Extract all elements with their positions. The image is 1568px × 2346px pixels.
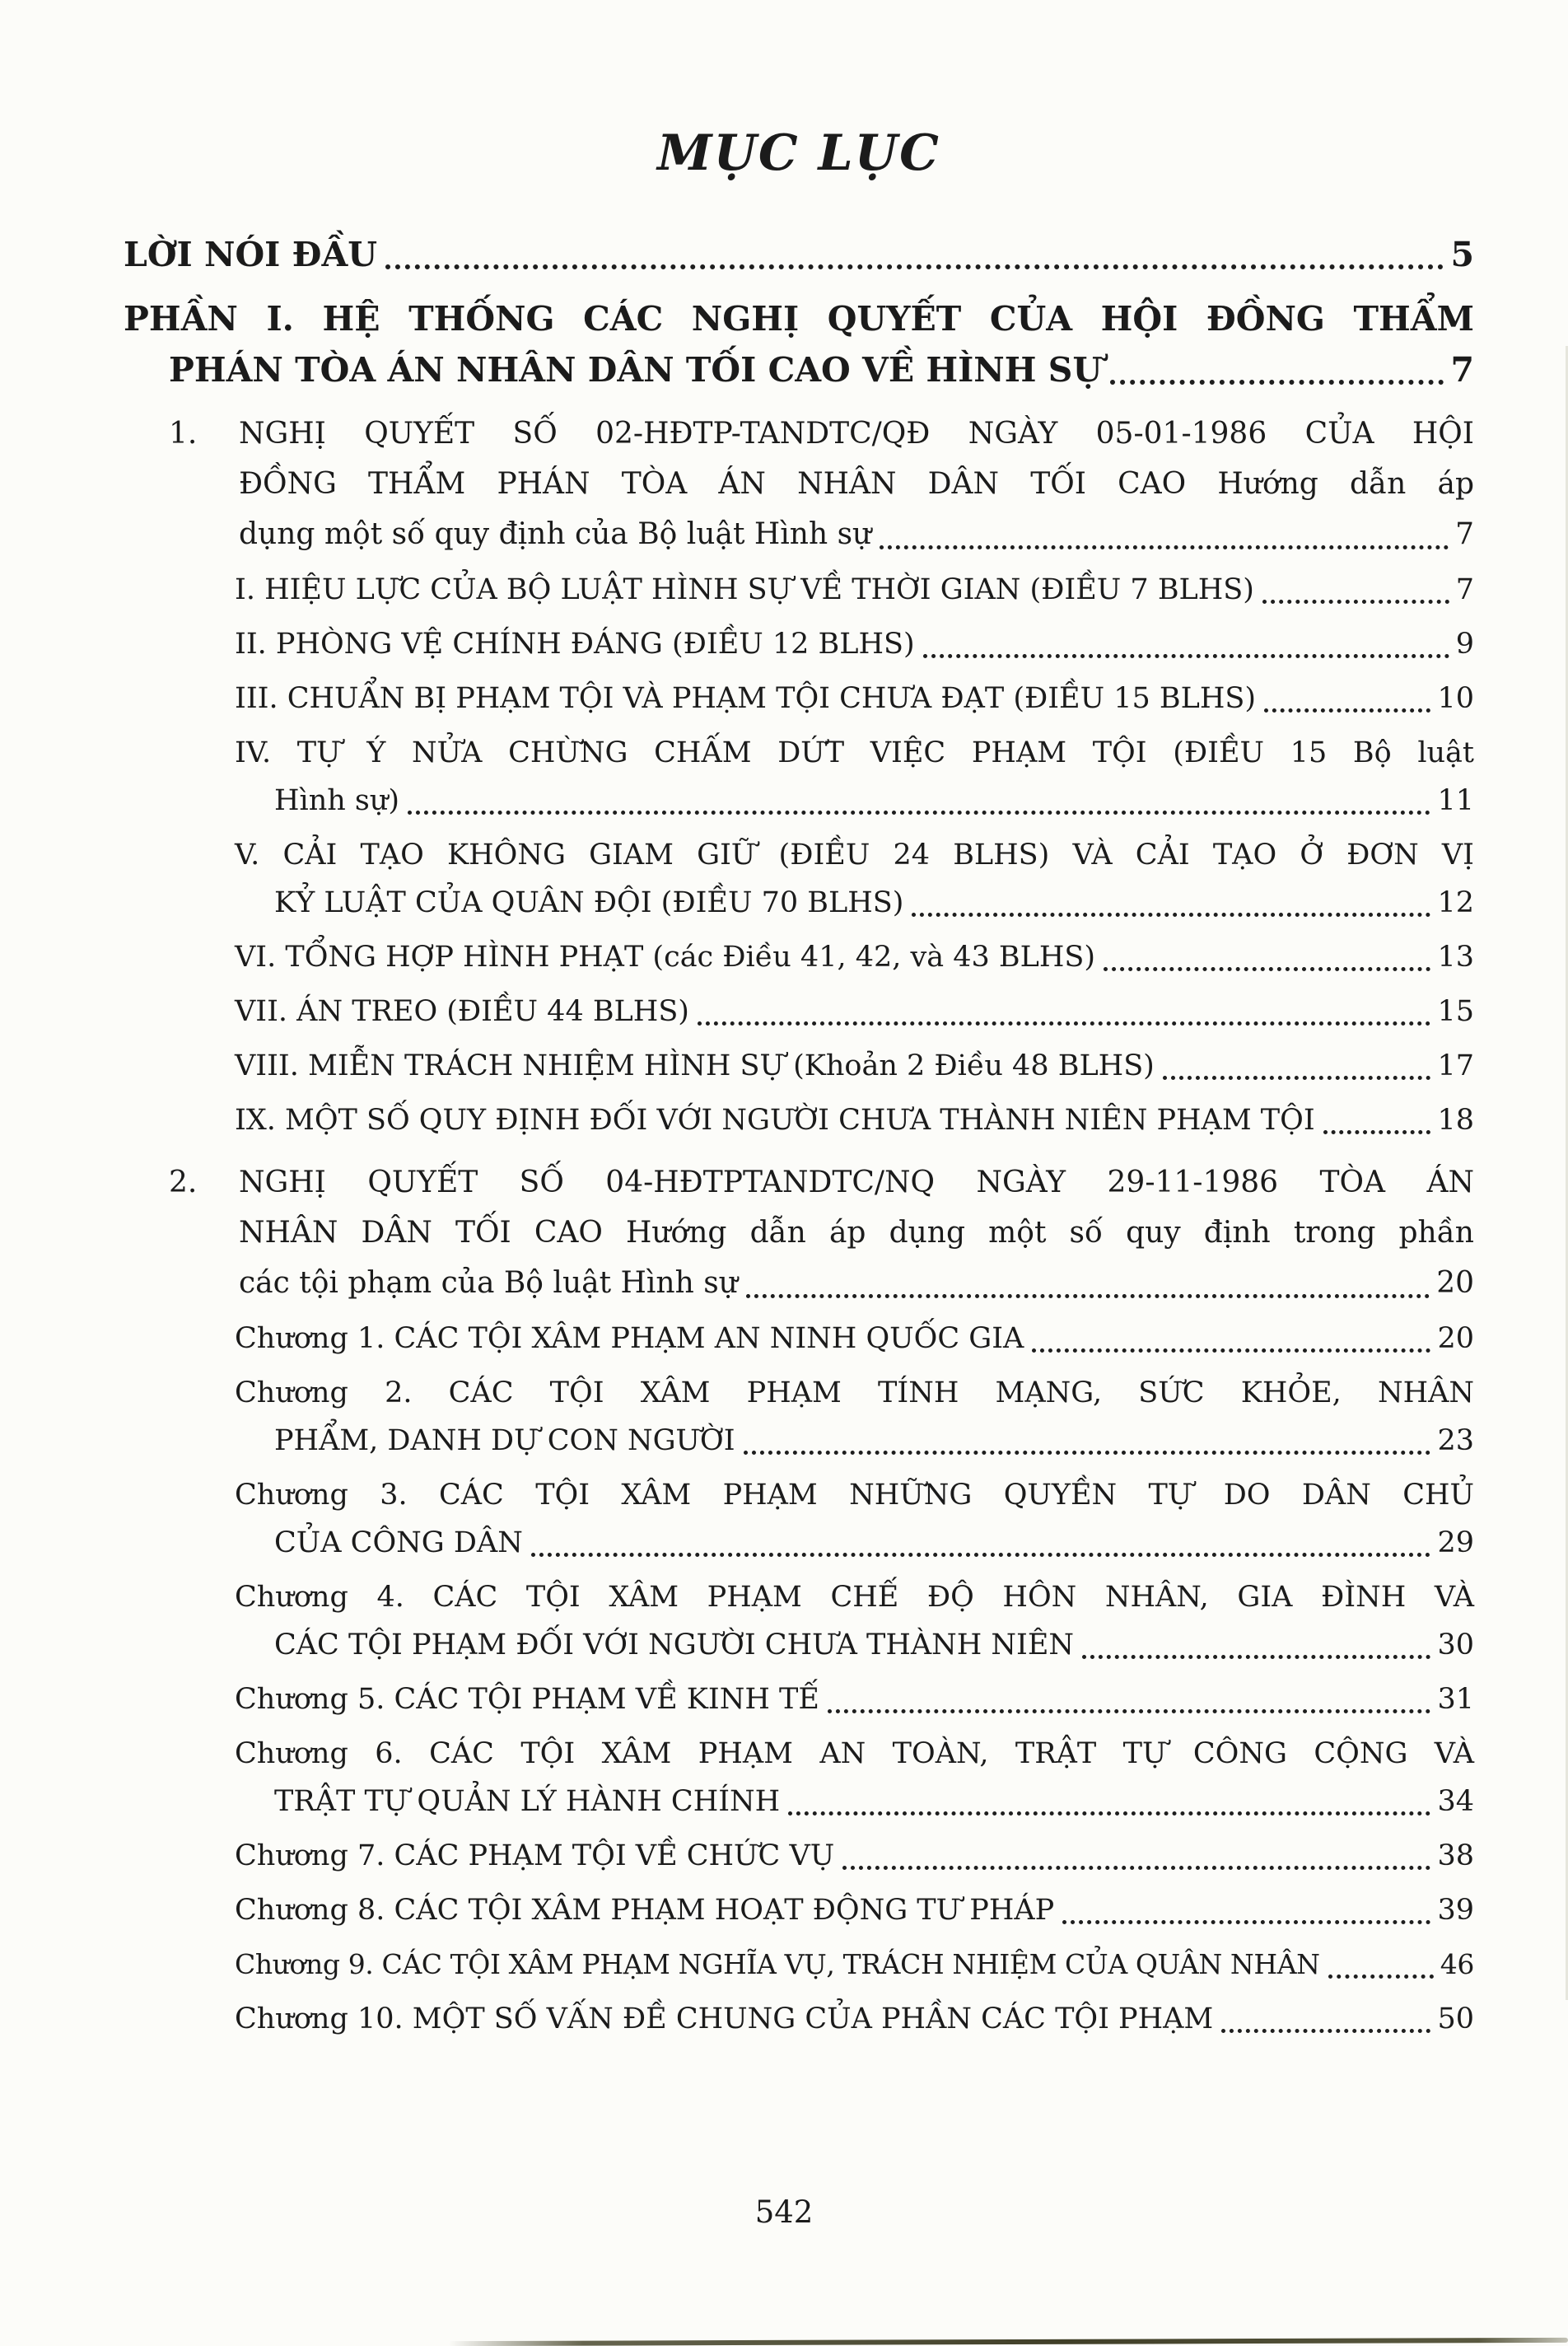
entry-page-number: 34 xyxy=(1437,1785,1474,1818)
scan-edge-line xyxy=(449,2338,1568,2346)
entry-page-number: 29 xyxy=(1437,1526,1474,1559)
entry-line: PHẦN I. HỆ THỐNG CÁC NGHỊ QUYẾT CỦA HỘI ĐỒNG THẨM xyxy=(124,299,1474,339)
entry-line: Chương 10. MỘT SỐ VẤN ĐỀ CHUNG CỦA PHẦN CÁC TỘI PHẠM xyxy=(235,2003,1214,2035)
entry-line: II. PHÒNG VỆ CHÍNH ĐÁNG (ĐIỀU 12 BLHS) xyxy=(235,628,915,661)
toc-entry-chuong-7 xyxy=(235,1832,1474,1880)
toc-entry-nghi-quyet-04 xyxy=(169,1157,1474,1308)
toc-entry-chuong-1 xyxy=(235,1315,1474,1362)
entry-line: VII. ÁN TREO (ĐIỀU 44 BLHS) xyxy=(235,995,689,1028)
entry-line: Chương 8. CÁC TỘI XÂM PHẠM HOẠT ĐỘNG TƯ PHÁP xyxy=(235,1894,1055,1927)
toc-entry-chuong-6 xyxy=(235,1730,1474,1825)
entry-page-number: 9 xyxy=(1455,628,1474,661)
toc-entry-chuong-5 xyxy=(235,1675,1474,1723)
entry-line: CỦA CÔNG DÂN xyxy=(274,1526,523,1559)
toc-entry-muc-vi xyxy=(235,933,1474,981)
entry-line: CÁC TỘI PHẠM ĐỐI VỚI NGƯỜI CHƯA THÀNH NIÊN xyxy=(274,1629,1075,1661)
dot-leader xyxy=(1163,1076,1431,1080)
entry-number: 2. xyxy=(169,1166,198,1199)
dot-leader xyxy=(1328,1974,1434,1979)
entry-page-number: 17 xyxy=(1437,1049,1474,1082)
entry-line: III. CHUẨN BỊ PHẠM TỘI VÀ PHẠM TỘI CHƯA ĐẠT (ĐIỀU 15 BLHS) xyxy=(235,682,1257,715)
footer-page-number: 542 xyxy=(754,2194,814,2230)
entry-line: VIII. MIỄN TRÁCH NHIỆM HÌNH SỰ (Khoản 2 Điều 48 BLHS) xyxy=(235,1049,1155,1082)
entry-line: IX. MỘT SỐ QUY ĐỊNH ĐỐI VỚI NGƯỜI CHƯA THÀNH NIÊN PHẠM TỘI xyxy=(235,1104,1315,1137)
entry-line: các tội phạm của Bộ luật Hình sự xyxy=(239,1266,738,1300)
entry-number: 1. xyxy=(169,417,198,451)
dot-leader xyxy=(1082,1655,1430,1659)
toc-entry-chuong-3 xyxy=(235,1471,1474,1567)
entry-page-number: 5 xyxy=(1450,235,1474,274)
toc-entry-loi-noi-dau xyxy=(124,229,1474,280)
dot-leader xyxy=(912,913,1430,917)
toc-page-content xyxy=(124,122,1474,2049)
page-title: MỤC LỤC xyxy=(657,124,940,182)
toc-entry-muc-i xyxy=(235,566,1474,614)
entry-page-number: 31 xyxy=(1437,1683,1474,1716)
dot-leader xyxy=(698,1021,1431,1026)
toc-entry-muc-vii xyxy=(235,988,1474,1035)
entry-page-number: 7 xyxy=(1455,517,1474,551)
entry-line: Chương 2. CÁC TỘI XÂM PHẠM TÍNH MẠNG, SỨC KHỎE, NHÂN xyxy=(235,1376,1474,1409)
entry-page-number: 20 xyxy=(1437,1322,1474,1355)
entry-page-number: 38 xyxy=(1437,1839,1474,1872)
entry-line: PHÁN TÒA ÁN NHÂN DÂN TỐI CAO VỀ HÌNH SỰ xyxy=(169,350,1103,390)
entry-page-number: 39 xyxy=(1437,1894,1474,1927)
entry-line: I. HIỆU LỰC CỦA BỘ LUẬT HÌNH SỰ VỀ THỜI GIAN (ĐIỀU 7 BLHS) xyxy=(235,573,1254,606)
entry-line: VI. TỔNG HỢP HÌNH PHẠT (các Điều 41, 42, và 43 BLHS) xyxy=(235,941,1096,974)
entry-line: NGHỊ QUYẾT SỐ 04-HĐTPTANDTC/NQ NGÀY 29-11-1986 TÒA ÁN xyxy=(239,1166,1474,1199)
toc-entry-muc-v xyxy=(235,831,1474,927)
entry-line: Chương 4. CÁC TỘI XÂM PHẠM CHẾ ĐỘ HÔN NHÂN, GIA ĐÌNH VÀ xyxy=(235,1581,1474,1614)
toc-entry-chuong-2 xyxy=(235,1369,1474,1465)
entry-page-number: 10 xyxy=(1437,682,1474,715)
dot-leader xyxy=(746,1294,1430,1298)
dot-leader xyxy=(1264,708,1430,713)
entry-page-number: 7 xyxy=(1450,350,1474,390)
toc-entry-muc-iv xyxy=(235,729,1474,825)
dot-leader xyxy=(531,1553,1431,1557)
entry-line: TRẬT TỰ QUẢN LÝ HÀNH CHÍNH xyxy=(274,1785,781,1818)
dot-leader xyxy=(923,654,1449,658)
entry-page-number: 15 xyxy=(1437,995,1474,1028)
toc-entry-muc-ii xyxy=(235,620,1474,668)
entry-line: NGHỊ QUYẾT SỐ 02-HĐTP-TANDTC/QĐ NGÀY 05-01-1986 CỦA HỘI xyxy=(239,417,1474,451)
entry-line: Hình sự) xyxy=(274,784,400,817)
entry-page-number: 20 xyxy=(1436,1266,1474,1300)
toc-entry-chuong-8 xyxy=(235,1886,1474,1934)
entry-page-number: 23 xyxy=(1437,1424,1474,1457)
dot-leader xyxy=(842,1866,1430,1870)
dot-leader xyxy=(385,264,1444,269)
dot-leader xyxy=(1262,600,1449,604)
dot-leader xyxy=(1221,2029,1430,2033)
toc-entry-phan-1 xyxy=(124,293,1474,395)
entry-page-number: 12 xyxy=(1437,886,1474,919)
entry-line: IV. TỰ Ý NỬA CHỪNG CHẤM DỨT VIỆC PHẠM TỘI (ĐIỀU 15 Bộ luật xyxy=(235,736,1474,769)
entry-line: Chương 3. CÁC TỘI XÂM PHẠM NHỮNG QUYỀN TỰ DO DÂN CHỦ xyxy=(235,1479,1474,1512)
entry-line: Chương 9. CÁC TỘI XÂM PHẠM NGHĨA VỤ, TRÁCH NHIỆM CỦA QUÂN NHÂN xyxy=(235,1948,1320,1980)
entry-page-number: 30 xyxy=(1437,1629,1474,1661)
entry-line: Chương 7. CÁC PHẠM TỘI VỀ CHỨC VỤ xyxy=(235,1839,835,1872)
entry-page-number: 11 xyxy=(1437,784,1474,817)
toc-entry-nghi-quyet-02 xyxy=(169,409,1474,559)
entry-page-number: 18 xyxy=(1437,1104,1474,1137)
entry-line: PHẨM, DANH DỰ CON NGƯỜI xyxy=(274,1424,735,1457)
toc-entry-muc-iii xyxy=(235,675,1474,722)
dot-leader xyxy=(828,1709,1431,1713)
dot-leader xyxy=(880,545,1449,549)
entry-line: Chương 6. CÁC TỘI XÂM PHẠM AN TOÀN, TRẬT TỰ CÔNG CỘNG VÀ xyxy=(235,1737,1474,1770)
dot-leader xyxy=(1323,1130,1431,1134)
entry-line: ĐỒNG THẨM PHÁN TÒA ÁN NHÂN DÂN TỐI CAO Hướng dẫn áp xyxy=(239,467,1474,501)
toc-entry-muc-viii xyxy=(235,1042,1474,1090)
entry-page-number: 46 xyxy=(1440,1948,1474,1980)
entry-line: KỶ LUẬT CỦA QUÂN ĐỘI (ĐIỀU 70 BLHS) xyxy=(274,886,904,919)
entry-line: V. CẢI TẠO KHÔNG GIAM GIỮ (ĐIỀU 24 BLHS) VÀ CẢI TẠO Ở ĐƠN VỊ xyxy=(235,839,1474,872)
dot-leader xyxy=(1062,1920,1430,1924)
dot-leader xyxy=(788,1811,1430,1816)
dot-leader xyxy=(1110,380,1444,385)
entry-line: Chương 5. CÁC TỘI PHẠM VỀ KINH TẾ xyxy=(235,1683,819,1716)
entry-line: Chương 1. CÁC TỘI XÂM PHẠM AN NINH QUỐC GIA xyxy=(235,1322,1024,1355)
dot-leader xyxy=(408,811,1430,815)
toc-entry-chuong-10 xyxy=(235,1995,1474,2043)
toc-entry-chuong-4 xyxy=(235,1573,1474,1669)
entry-line: NHÂN DÂN TỐI CAO Hướng dẫn áp dụng một số quy định trong phần xyxy=(239,1216,1474,1250)
dot-leader xyxy=(1032,1348,1430,1353)
dot-leader xyxy=(1104,967,1430,971)
entry-page-number: 13 xyxy=(1437,941,1474,974)
toc-entry-muc-ix xyxy=(235,1096,1474,1144)
entry-line: dụng một số quy định của Bộ luật Hình sự xyxy=(239,517,872,551)
entry-line: LỜI NÓI ĐẦU xyxy=(124,235,378,274)
toc-entry-chuong-9 xyxy=(235,1941,1474,1988)
dot-leader xyxy=(744,1451,1431,1455)
entry-page-number: 7 xyxy=(1455,573,1474,606)
entry-page-number: 50 xyxy=(1437,2003,1474,2035)
